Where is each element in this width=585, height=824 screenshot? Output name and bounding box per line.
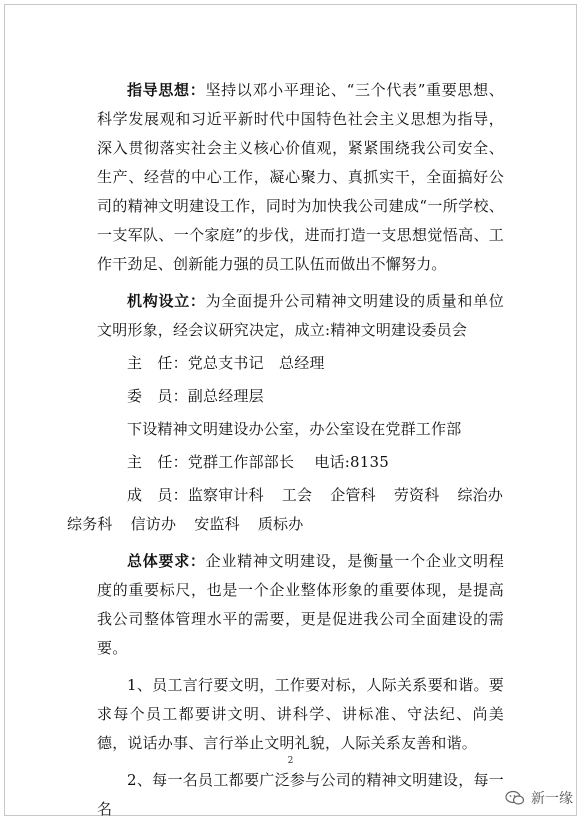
member-item: 安监科 (194, 515, 240, 533)
office-line: 下设精神文明建设办公室，办公室设在党群工作部 (127, 420, 462, 438)
general-requirements-text: 企业精神文明建设，是衡量一个企业文明程度的重要标尺，也是一个企业整体形象的重要体现，是提高我公司整体管理水平的需要，更是促进我公司全面建设的需要。 (97, 552, 504, 657)
member-item: 工会 (281, 486, 313, 504)
wechat-icon (505, 790, 525, 806)
document-body (67, 76, 504, 824)
guiding-ideology-paragraph (97, 76, 504, 279)
organization-text: 为全面提升公司精神文明建设的质量和单位文明形象，经会议研究决定，成立:精神文明建设委员会 (97, 292, 504, 339)
organization-paragraph (97, 287, 504, 345)
watermark-text: 新一缘 (531, 791, 573, 807)
office-director-line: 主 任：党群工作部部长 电话:8135 (127, 453, 389, 471)
members-label: 成 员： (127, 486, 188, 504)
member-item: 信访办 (130, 515, 177, 533)
member-item: 企管科 (330, 486, 376, 504)
document-page (4, 4, 577, 816)
member-item: 监察审计科 (187, 486, 264, 504)
general-requirements-heading: 总体要求： (127, 552, 206, 570)
watermark (505, 788, 573, 808)
requirement-item-2: 2、每一名员工都要广泛参与公司的精神文明建设，每一名 (97, 771, 504, 818)
guiding-ideology-text: 坚持以邓小平理论、“三个代表”重要思想、科学发展观和习近平新时代中国特色社会主义思想为指导，深入贯彻落实社会主义核心价值观，紧紧围绕我公司安全、生产、经营的中心工作，凝心聚力、真抓实干，全面搞好公司的精神文明建设工作，同时为加快我公司建成“一所学校、一支军队、一个家庭”的步伐，进而打造一支思想觉悟高、工作干劲足、创新能力强的员工队伍而做出不懈努力。 (97, 81, 504, 273)
member-item: 综务科 (67, 515, 113, 533)
member-item: 劳资科 (393, 486, 440, 504)
member-item: 综治办 (457, 486, 504, 504)
member-item: 质标办 (257, 515, 304, 533)
requirement-item-1: 1、员工言行要文明，工作要对标，人际关系要和谐。要求每个员工都要讲文明、讲科学、讲标准、守法纪、尚美德，说话办事、言行举止文明礼貌，人际关系友善和谐。 (97, 676, 504, 752)
committee-director-line: 主 任：党总支书记 总经理 (127, 354, 325, 372)
organization-heading: 机构设立： (127, 292, 206, 310)
page-number: 2 (287, 756, 294, 766)
guiding-ideology-heading: 指导思想： (127, 81, 206, 99)
office-members-line (67, 481, 504, 539)
general-requirements-paragraph (97, 547, 504, 663)
committee-members-line: 委 员：副总经理层 (127, 387, 264, 405)
